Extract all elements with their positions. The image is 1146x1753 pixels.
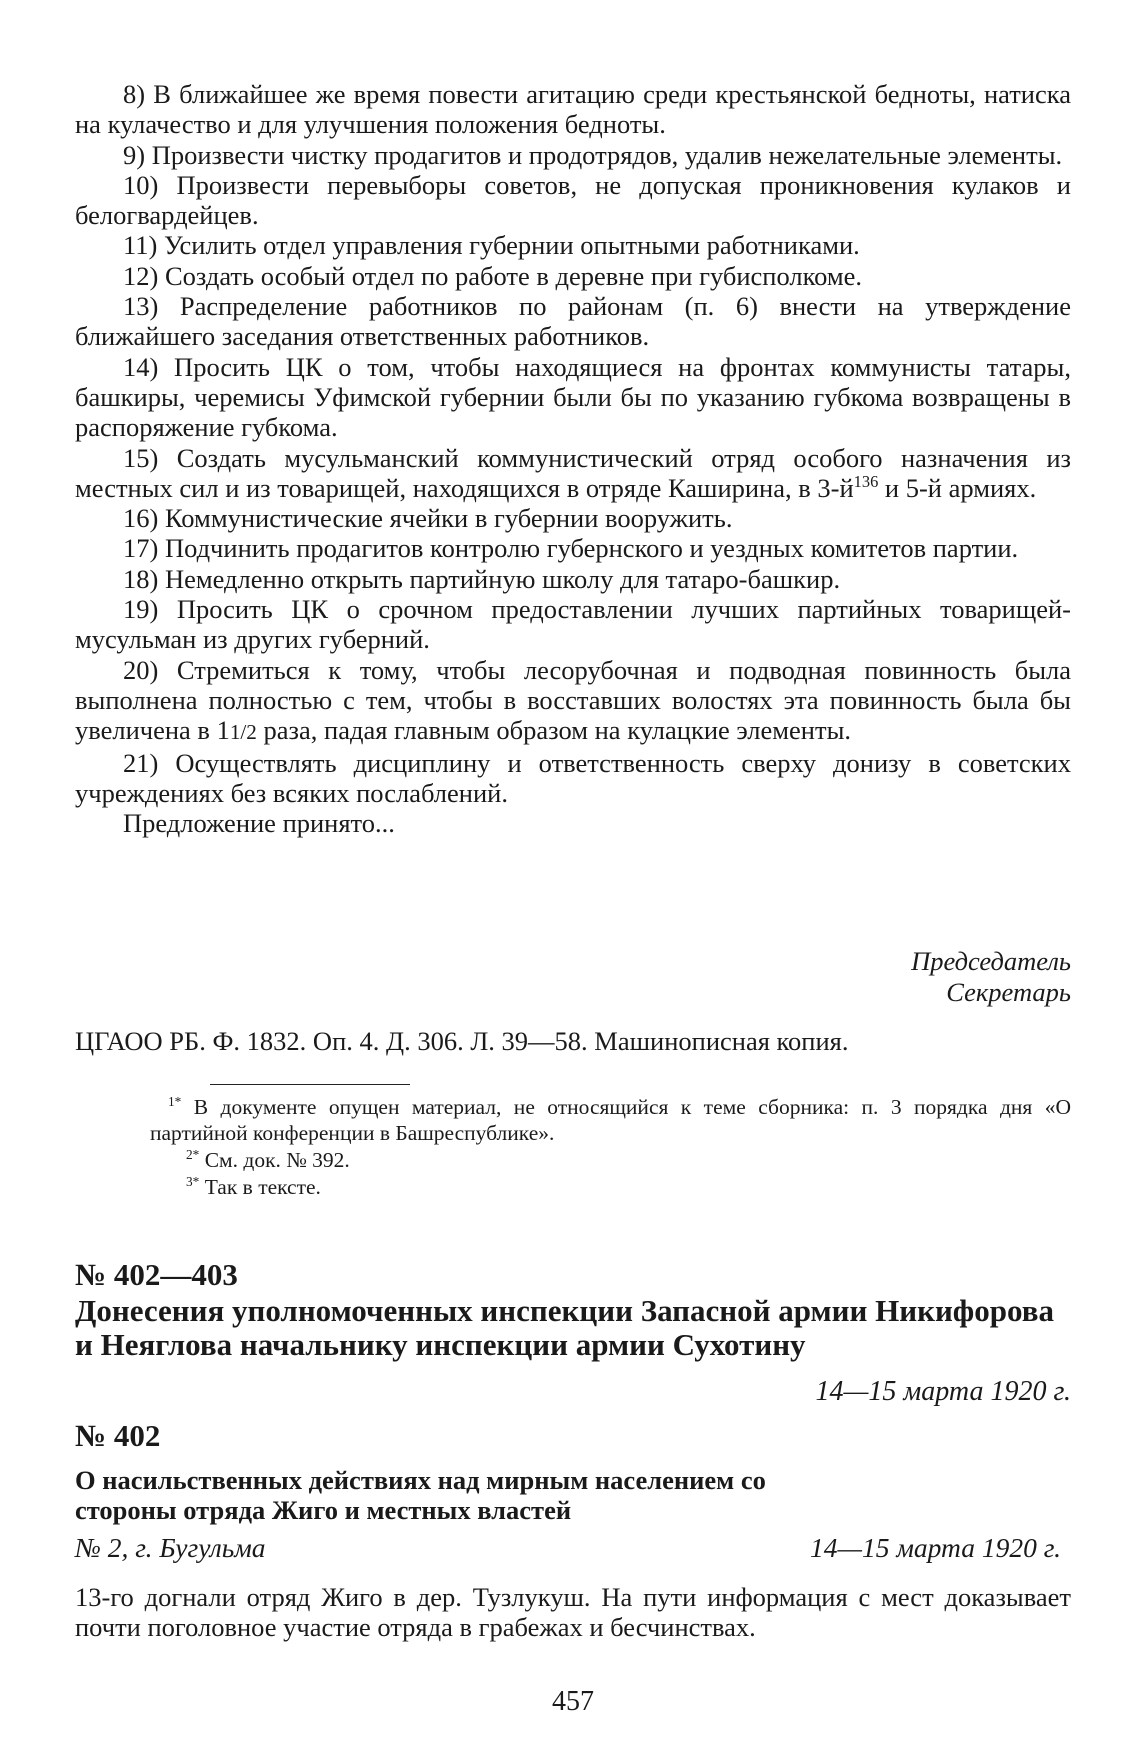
archive-reference: ЦГАОО РБ. Ф. 1832. Оп. 4. Д. 306. Л. 39—58. Машинописная копия. (75, 1026, 849, 1056)
item-21: 21) Осуществлять дисциплину и ответственность сверху донизу в советских учреждениях без всяких послаблений. (75, 747, 1071, 808)
item-14: 14) Просить ЦК о том, чтобы находящиеся на фронтах коммунисты татары, башкиры, черемисы Уфимской губернии были бы по указанию губкома возвращены в распоряжение губкома. (75, 351, 1071, 443)
item-10: 10) Произвести перевыборы советов, не допуская проникновения кулаков и белогвардейцев. (75, 169, 1071, 231)
item-16: 16) Коммунистические ячейки в губернии вооружить. (123, 503, 733, 534)
page-number: 457 (552, 1686, 594, 1717)
item-15: 15) Создать мусульманский коммунистический отряд особого назначения из местных сил и из товарищей, находящихся в отряде Каширина, в $3-й^{136}$ и 5-й армиях. (75, 442, 1071, 503)
item-9: 9) Произвести чистку продагитов и продотрядов, удалив нежелательные элементы. (123, 139, 1063, 170)
footnote-2: $^{2*}$ См. док. № 392. (186, 1146, 350, 1172)
item-11: 11) Усилить отдел управления губернии опытными работниками. (123, 230, 860, 261)
signature-secretary: Секретарь (946, 977, 1071, 1007)
report-body (75, 1582, 1071, 1643)
item-12: 12) Создать особый отдел по работе в деревне при губисполкоме. (123, 260, 863, 291)
item-20: 20) Стремиться к тому, чтобы лесорубочная и подводная повинность была выполнена полностью с тем, чтобы в восставших волостях эта повинность была бы увеличена в 11/2 раза, падая главным образом на кулацкие элементы. (75, 654, 1071, 746)
doc-title: Донесения уполномоченных инспекции Запасной армии Никифорова и Неяглова начальнику инспекции армии Сухотину (75, 1293, 1054, 1362)
proposal-accepted: Предложение принято... (123, 808, 395, 839)
endnote-ref: 136 (853, 472, 879, 492)
signature-chairman: Председатель (911, 946, 1071, 976)
minutes-body (75, 79, 1071, 838)
footnote-rule (210, 1084, 410, 1085)
item-8: 8) В ближайшее же время повести агитацию среди крестьянской бедноты, натиска на кулачество и для улучшения положения бедноты. (75, 79, 1071, 140)
footnote-3: $^{3*}$ Так в тексте. (186, 1173, 321, 1199)
item-17: 17) Подчинить продагитов контролю губернского и уездных комитетов партии. (123, 533, 1019, 564)
report-paragraph: 13-го догнали отряд Жиго в дер. Тузлукуш. На пути информация с мест доказывает почти поголовное участие отряда в грабежах и бесчинствах. (75, 1582, 1071, 1643)
doc-date: 14—15 марта 1920 г. (815, 1376, 1071, 1407)
footnote-1: $^{1*}$ В документе опущен материал, не относящийся к теме сборника: п. 3 порядка дня «О партийной конференции в Башреспублике». (150, 1093, 1071, 1145)
item-18: 18) Немедленно открыть партийную школу для татаро-башкир. (123, 563, 841, 594)
doc-number: № 402—403 (75, 1257, 238, 1292)
item-19: 19) Просить ЦК о срочном предоставлении лучших партийных товарищей-мусульман из других губерний. (75, 594, 1071, 655)
subdoc-date: 14—15 марта 1920 г. (810, 1532, 1061, 1563)
subdoc-title: О насильственных действиях над мирным населением со стороны отряда Жиго и местных властей (75, 1465, 766, 1525)
place: № 2, г. Бугульма (75, 1532, 266, 1563)
subdoc-number: № 402 (75, 1418, 161, 1453)
item-13: 13) Распределение работников по районам (п. 6) внести на утверждение ближайшего заседания ответственных работников. (75, 291, 1071, 352)
fraction: 1/2 (229, 720, 257, 745)
